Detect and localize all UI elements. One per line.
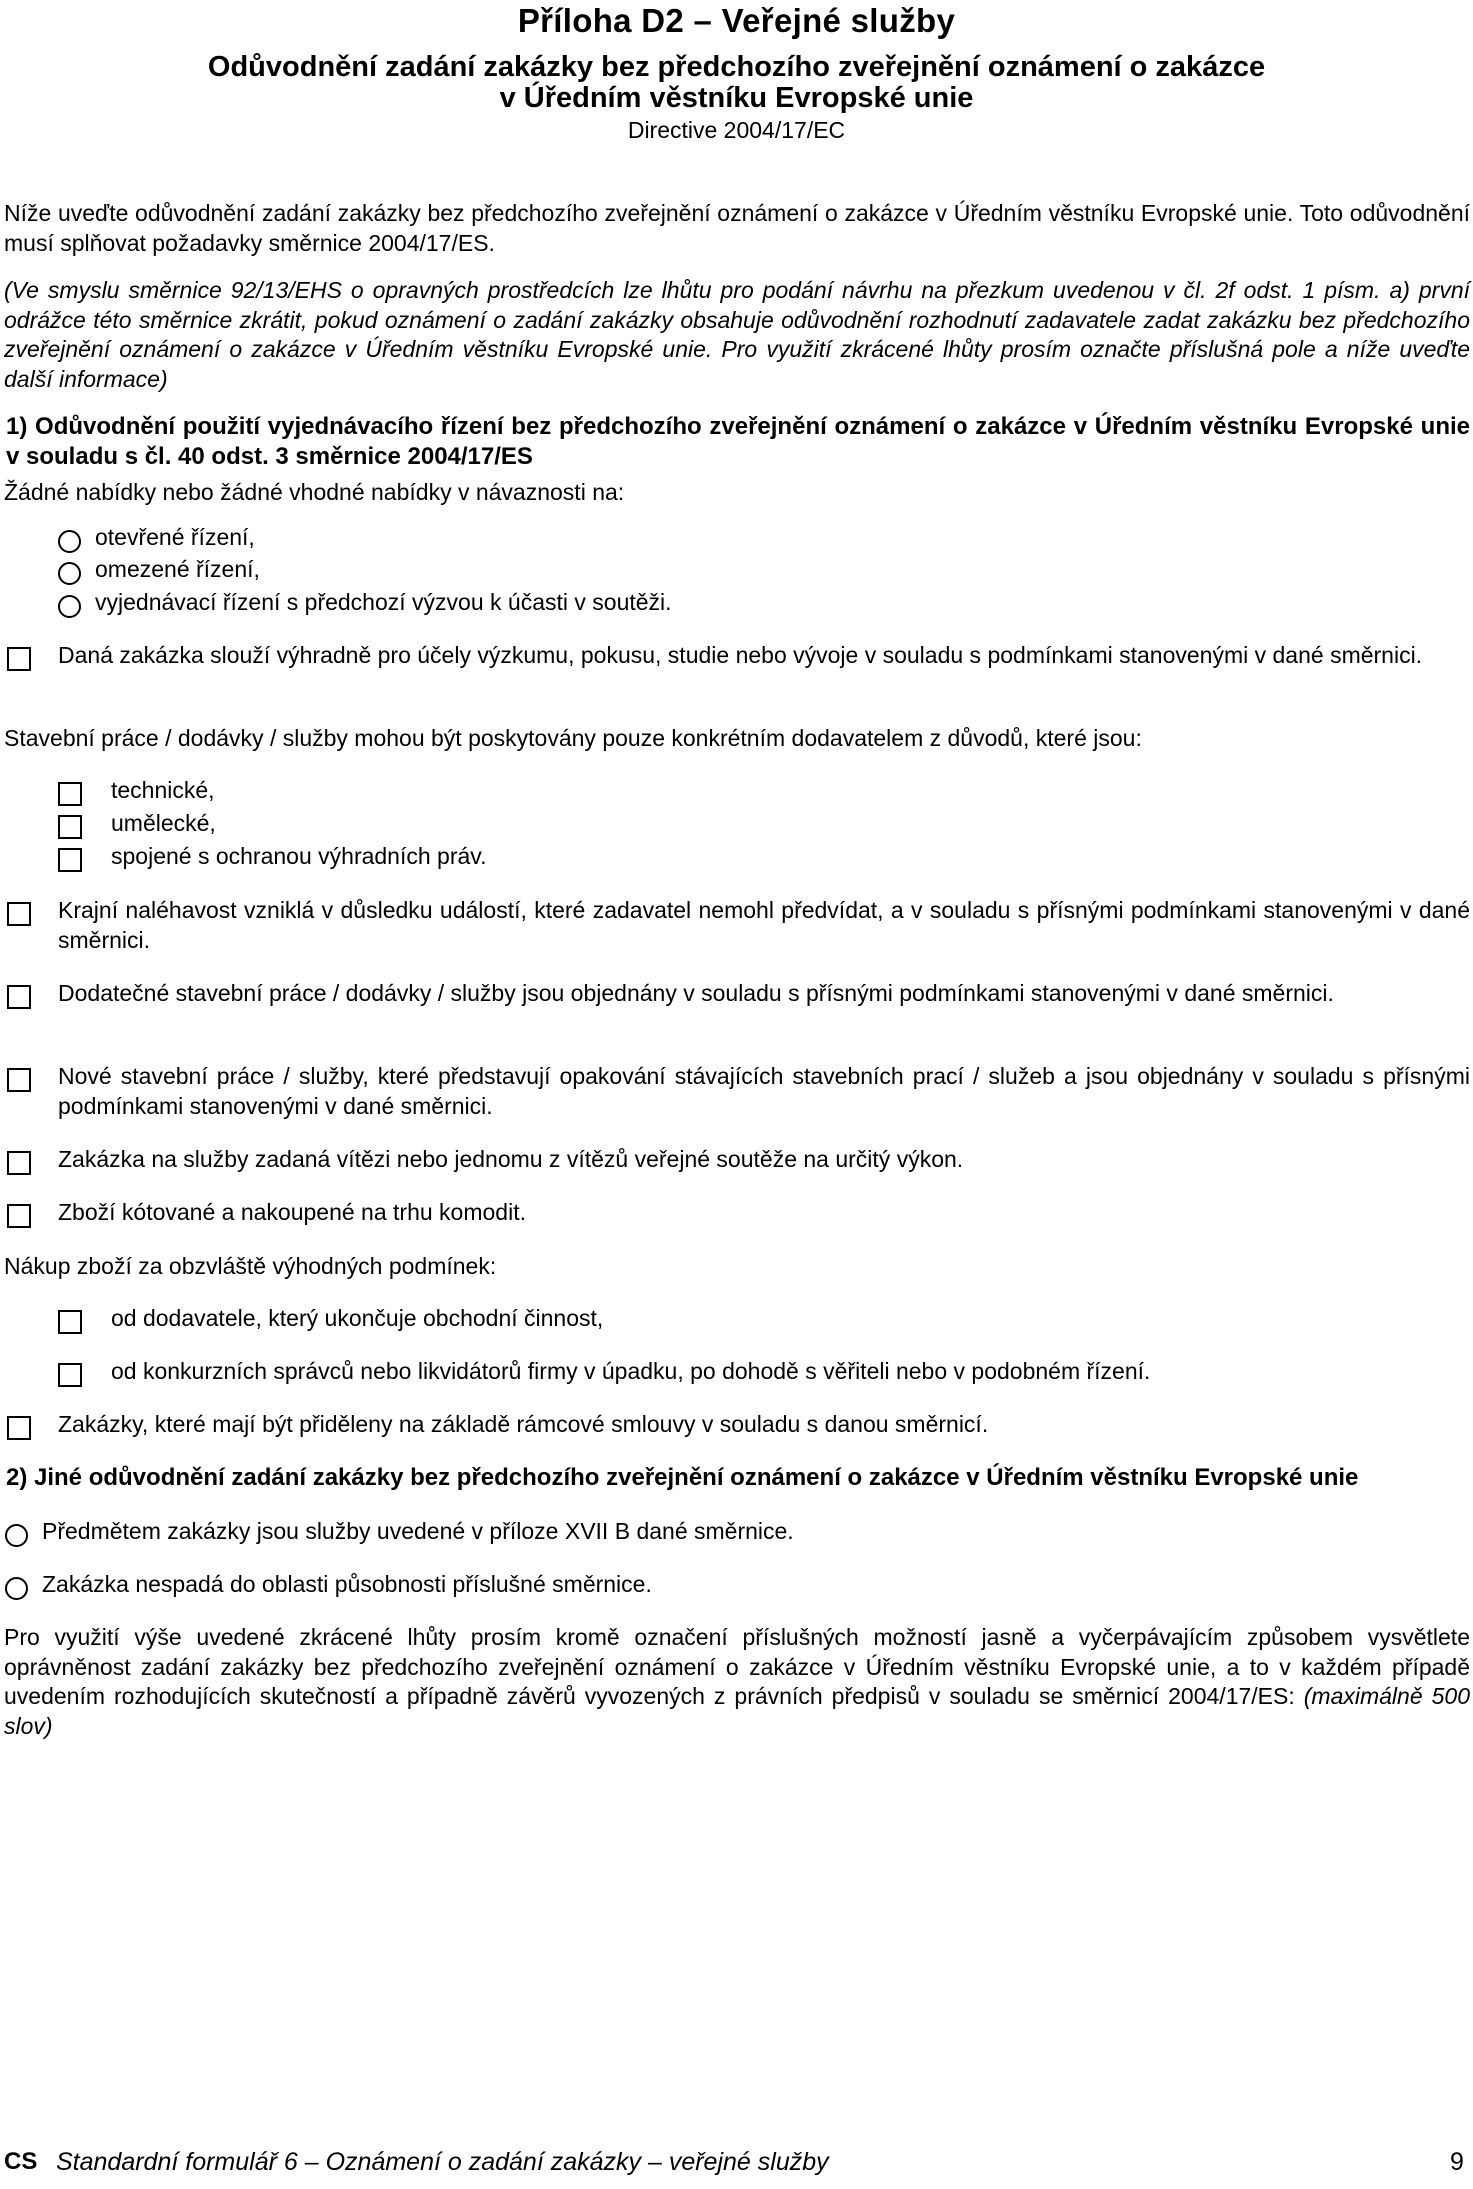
artistic-label: umělecké, (111, 810, 216, 836)
intro-paragraph: Níže uveďte odůvodnění zadání zakázky bez předchozího zveřejnění oznámení o zakázce v Úředním věstníku Evropské unie. Toto odůvodnění musí splňovat požadavky směrnice 2004/17/ES. (4, 200, 1470, 256)
closing-text: Pro využití výše uvedené zkrácené lhůty prosím kromě označení příslušných možností jasně a vyčerpávajícím způsobem vysvětlete oprávněnost zadání zakázky bez předchozího zveřejnění oznámení o zakázce v Úředním věstníku Evropské unie, a to v každém případě uvedením rozhodujících skutečností a případně závěrů vyvozených z právních předpisů v souladu se směrnicí 2004/17/ES: (4, 1624, 1470, 1709)
checkbox-technical[interactable] (58, 782, 82, 806)
checkbox-framework[interactable] (7, 1416, 31, 1440)
radio-label-restricted: omezené řízení, (95, 556, 260, 582)
section-1-heading: 1) Odůvodnění použití vyjednávacího řízení bez předchozího zveřejnění oznámení o zakázce v Úředním věstníku Evropské unie v souladu s čl. 40 odst. 3 směrnice 2004/17/ES (6, 413, 1470, 470)
checkbox-insolvency[interactable] (58, 1363, 82, 1387)
closing-word-limit: (maximálně 500 slov) (4, 1683, 1471, 1739)
annex-xvii-b-label: Předmětem zakázky jsou služby uvedené v příloze XVII B dané směrnice. (42, 1518, 794, 1544)
framework-text: Zakázky, které mají být přiděleny na základě rámcové smlouvy v souladu s danou směrnicí. (58, 1411, 989, 1437)
radio-outside-scope[interactable] (5, 1577, 28, 1600)
checkbox-urgency[interactable] (7, 902, 31, 926)
checkbox-exclusive-rights[interactable] (58, 848, 82, 872)
footer-form-title: Standardní formulář 6 – Oznámení o zadání zakázky – veřejné služby (56, 2148, 829, 2176)
radio-label-open: otevřené řízení, (95, 524, 255, 550)
checkbox-research[interactable] (7, 647, 31, 671)
outside-scope-label: Zakázka nespadá do oblasti působnosti příslušné směrnice. (42, 1571, 652, 1597)
note-paragraph: (Ve smyslu směrnice 92/13/EHS o opravných prostředcích lze lhůtu pro podání návrhu na přezkum uvedenou v čl. 2f odst. 1 písm. a) první odrážce této směrnice zkrátit, pokud oznámení o zadání zakázky obsahuje odůvodnění rozhodnutí zadavatele zadat zakázku bez předchozího zveřejnění oznámení o zakázce v Úředním věstníku Evropské unie. Pro využití zkrácené lhůty prosím označte příslušná pole a níže uveďte další informace) (4, 277, 1470, 392)
radio-open-procedure[interactable] (58, 530, 81, 553)
directive-label: Directive 2004/17/EC (627, 117, 846, 143)
subtitle-line-1: Odůvodnění zadání zakázky bez předchozího zveřejnění oznámení o zakázce (207, 51, 1266, 83)
repetition-text: Nové stavební práce / služby, které představují opakování stávajících stavebních prací / služeb a jsou objednány v souladu s přísnými podmínkami stanovenými v dané směrnici. (58, 1063, 1470, 1119)
radio-restricted-procedure[interactable] (58, 562, 81, 585)
no-bids-label: Žádné nabídky nebo žádné vhodné nabídky v návaznosti na: (4, 479, 625, 505)
section-2-heading: 2) Jiné odůvodnění zadání zakázky bez předchozího zveřejnění oznámení o zakázce v Úředním věstníku Evropské unie (6, 1464, 1359, 1491)
checkbox-artistic[interactable] (58, 815, 82, 839)
exclusive-rights-label: spojené s ochranou výhradních práv. (111, 843, 487, 869)
purchase-label: Nákup zboží za obzvláště výhodných podmínek: (4, 1253, 497, 1279)
design-contest-text: Zakázka na služby zadaná vítězi nebo jednomu z vítězů veřejné soutěže na určitý výkon. (58, 1146, 964, 1172)
closing-paragraph (4, 1623, 1470, 1741)
commodity-text: Zboží kótované a nakoupené na trhu komodit. (58, 1199, 526, 1225)
subtitle-line-2: v Úředním věstníku Evropské unie (499, 82, 974, 114)
specific-supplier-label: Stavební práce / dodávky / služby mohou být poskytovány pouze konkrétním dodavatelem z důvodů, které jsou: (4, 725, 1142, 751)
additional-works-text: Dodatečné stavební práce / dodávky / služby jsou objednány v souladu s přísnými podmínkami stanovenými v dané směrnici. (58, 980, 1334, 1006)
checkbox-additional-works[interactable] (7, 985, 31, 1009)
radio-negotiated-procedure[interactable] (58, 595, 81, 618)
insolvency-label: od konkurzních správců nebo likvidátorů firmy v úpadku, po dohodě s věřiteli nebo v podobném řízení. (111, 1358, 1151, 1384)
page-title: Příloha D2 – Veřejné služby (517, 2, 956, 39)
checkbox-design-contest[interactable] (7, 1151, 31, 1175)
radio-annex-xvii-b[interactable] (5, 1524, 28, 1547)
footer-language: CS (4, 2148, 38, 2175)
winding-up-label: od dodavatele, který ukončuje obchodní činnost, (111, 1305, 604, 1331)
checkbox-winding-up[interactable] (58, 1310, 82, 1334)
checkbox-commodity[interactable] (7, 1204, 31, 1228)
urgency-text: Krajní naléhavost vzniklá v důsledku událostí, které zadavatel nemohl předvídat, a v souladu s přísnými podmínkami stanovenými v dané směrnici. (58, 897, 1470, 953)
checkbox-repetition[interactable] (7, 1068, 31, 1092)
page-subtitle (0, 52, 1473, 114)
technical-label: technické, (111, 777, 215, 803)
research-text: Daná zakázka slouží výhradně pro účely výzkumu, pokusu, studie nebo vývoje v souladu s podmínkami stanovenými v dané směrnici. (58, 642, 1423, 668)
footer-page-number: 9 (1450, 2148, 1464, 2176)
radio-label-negotiated: vyjednávací řízení s předchozí výzvou k účasti v soutěži. (95, 589, 672, 615)
